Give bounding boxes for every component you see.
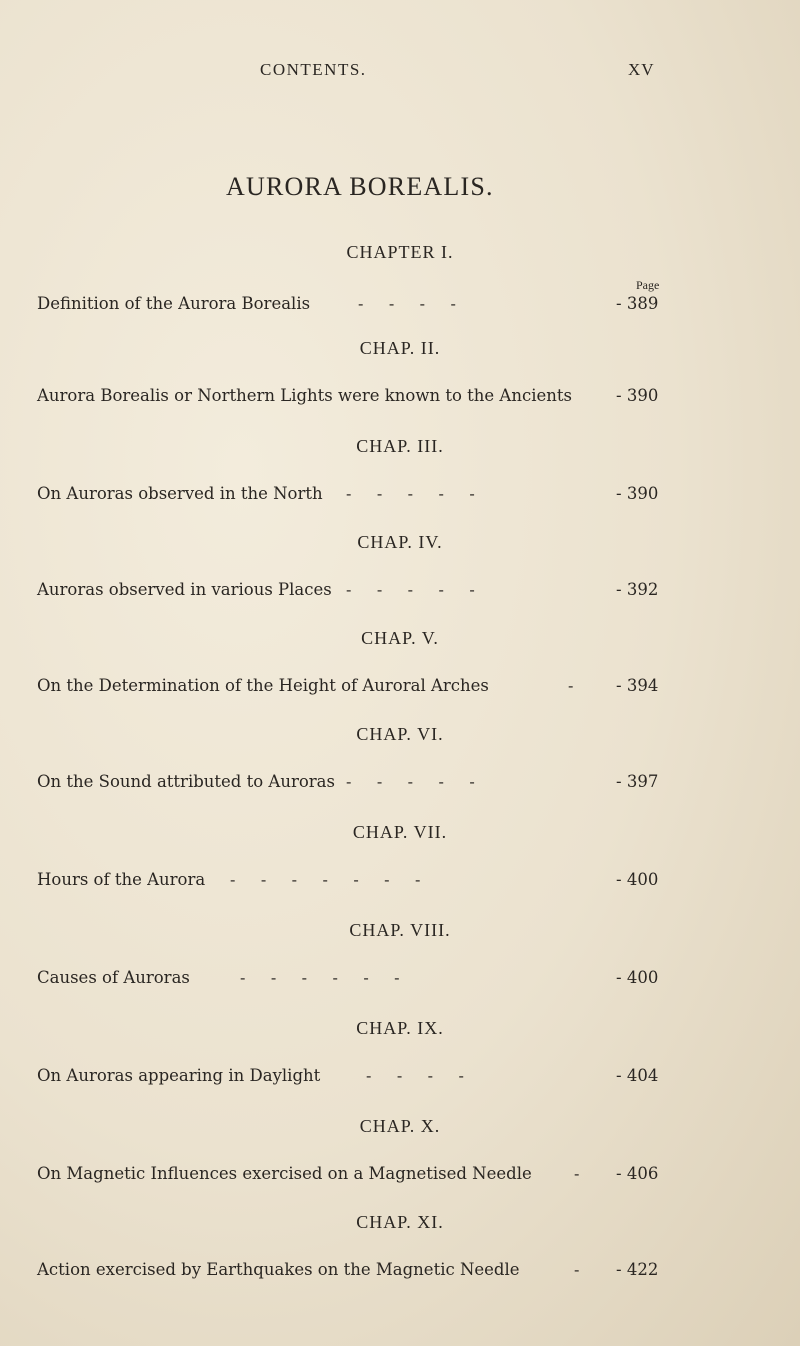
entry-title: On Auroras appearing in Daylight [37, 1066, 321, 1085]
entry-page: - 400 [616, 968, 659, 987]
chapter-heading: CHAP. V. [361, 628, 439, 648]
running-title: CONTENTS. [260, 60, 367, 79]
entry-title: Auroras observed in various Places [37, 580, 332, 599]
chapter-heading: CHAP. VIII. [349, 920, 451, 940]
leader-dashes: - - - - - - [240, 968, 400, 987]
toc-entry[interactable] [0, 1066, 800, 1092]
entry-title: Action exercised by Earthquakes on the Magnetic Needle [37, 1260, 520, 1279]
entry-title: On the Determination of the Height of Auroral Arches [37, 676, 489, 695]
chapter-7 [0, 822, 800, 902]
leader-dashes: - - - - [358, 294, 456, 313]
entry-title: On the Sound attributed to Auroras [37, 772, 335, 791]
entry-title: On Auroras observed in the North [37, 484, 323, 503]
chapter-heading: CHAP. IV. [357, 532, 443, 552]
entry-page: - 390 [616, 386, 659, 405]
leader-dashes: - [574, 1260, 580, 1279]
folio: XV [628, 60, 655, 79]
entry-title: Definition of the Aurora Borealis [37, 294, 311, 313]
chapter-heading: CHAP. II. [359, 338, 441, 358]
toc-entry[interactable] [0, 294, 800, 320]
entry-title: Causes of Auroras [37, 968, 190, 987]
chapter-8 [0, 920, 800, 1000]
leader-dashes: - - - - [366, 1066, 464, 1085]
chapter-heading: CHAP. IX. [356, 1018, 444, 1038]
chapter-5 [0, 628, 800, 708]
leader-dashes: - - - - - - - [230, 870, 421, 889]
chapter-6 [0, 724, 800, 804]
chapter-heading: CHAP. VI. [356, 724, 444, 744]
entry-title: Aurora Borealis or Northern Lights were known to the Ancients [37, 386, 572, 405]
toc-entry[interactable] [0, 1260, 800, 1286]
leader-dashes: - - - - - [346, 772, 475, 791]
chapter-11 [0, 1212, 800, 1292]
leader-dashes: - [574, 1164, 580, 1183]
chapter-heading: CHAPTER I. [346, 242, 454, 262]
toc-entry[interactable] [0, 676, 800, 702]
entry-page: - 400 [616, 870, 659, 889]
page-title-text: AURORA BOREALIS. [226, 172, 494, 201]
entry-page: - 390 [616, 484, 659, 503]
entry-page: - 394 [616, 676, 659, 695]
leader-dashes: - - - - - [346, 484, 475, 503]
toc-entry[interactable] [0, 870, 800, 896]
toc-entry[interactable] [0, 968, 800, 994]
running-head [0, 60, 800, 84]
chapter-heading: CHAP. X. [359, 1116, 441, 1136]
entry-page: - 397 [616, 772, 659, 791]
toc-entry[interactable] [0, 772, 800, 798]
toc-entry[interactable] [0, 484, 800, 510]
chapter-3 [0, 436, 800, 516]
page-column-label: Page [636, 278, 660, 292]
entry-page: - 406 [616, 1164, 659, 1183]
chapter-4 [0, 532, 800, 612]
chapter-10 [0, 1116, 800, 1196]
toc-entry[interactable] [0, 386, 800, 412]
toc-entry[interactable] [0, 580, 800, 606]
chapter-2 [0, 338, 800, 418]
chapter-heading: CHAP. VII. [352, 822, 448, 842]
entry-title: On Magnetic Influences exercised on a Magnetised Needle [37, 1164, 532, 1183]
chapter-heading: CHAP. III. [356, 436, 444, 456]
entry-page: - 392 [616, 580, 659, 599]
entry-page: - 404 [616, 1066, 659, 1085]
chapter-1 [0, 242, 800, 322]
leader-dashes: - - - - - [346, 580, 475, 599]
leader-dashes: - [568, 676, 574, 695]
entry-page: - 422 [616, 1260, 659, 1279]
toc-entry[interactable] [0, 1164, 800, 1190]
chapter-9 [0, 1018, 800, 1098]
entry-page: - 389 [616, 294, 659, 313]
entry-title: Hours of the Aurora [37, 870, 206, 889]
chapter-heading: CHAP. XI. [356, 1212, 444, 1232]
